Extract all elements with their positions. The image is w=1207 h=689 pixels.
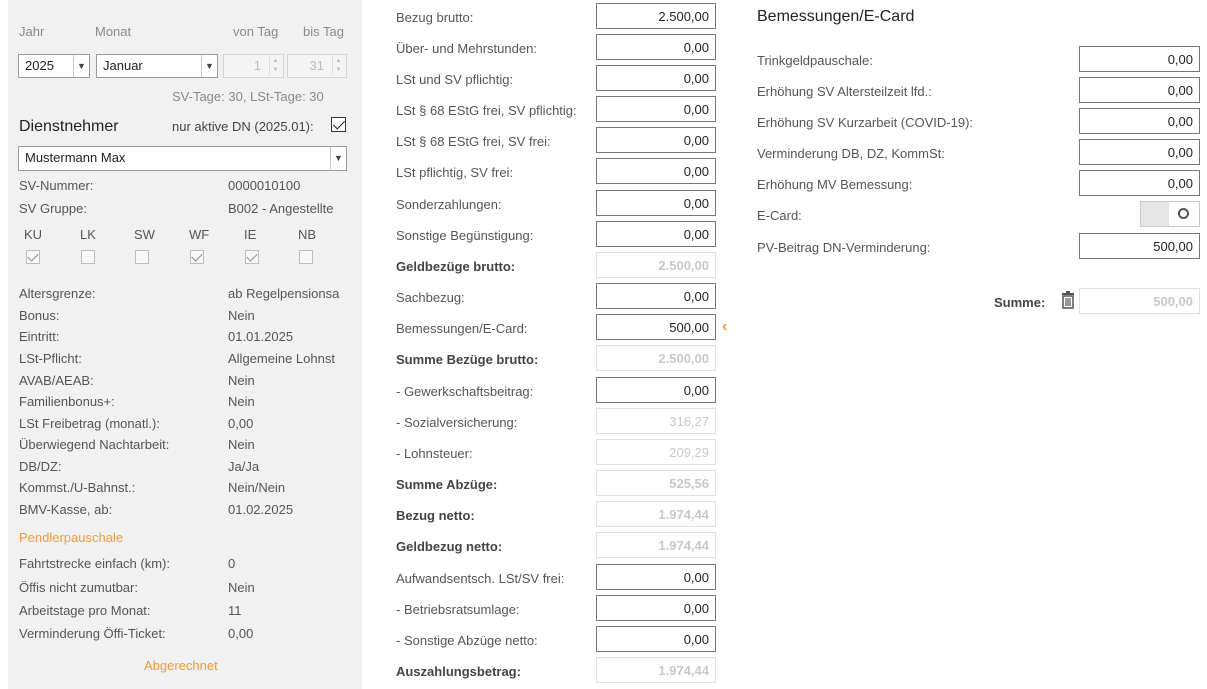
sonderzahlungen-input[interactable]: 0,00 [596, 190, 716, 216]
row-label: - Betriebsratsumlage: [396, 602, 520, 617]
info-label: BMV-Kasse, ab: [19, 502, 113, 517]
trinkgeldpauschale-input[interactable]: 0,00 [1079, 46, 1200, 72]
lohnsteuer-field: 209,29 [596, 439, 716, 465]
spinner-arrows-icon[interactable]: ▲ ▼ [269, 57, 281, 75]
row-label: Summe Bezüge brutto: [396, 352, 539, 367]
row-label: Sonderzahlungen: [396, 197, 502, 212]
auszahlungsbetrag-field: 1.974,44 [596, 657, 716, 683]
pendler-label: Öffis nicht zumutbar: [19, 580, 138, 595]
info-value: 01.01.2025 [228, 329, 294, 344]
chevron-left-icon[interactable]: ‹ [722, 318, 728, 335]
pendler-label: Arbeitstage pro Monat: [19, 603, 151, 618]
flag-label-ku: KU [24, 227, 43, 242]
bezug-netto-field: 1.974,44 [596, 501, 716, 527]
info-label: DB/DZ: [19, 459, 62, 474]
von-tag-spinner[interactable] [223, 54, 284, 78]
flag-checkbox-lk [81, 250, 95, 264]
lst68-sv-frei-input[interactable]: 0,00 [596, 127, 716, 153]
von-tag-value: 1 [253, 58, 261, 73]
row-label: Über- und Mehrstunden: [396, 41, 537, 56]
right-row-label: Trinkgeldpauschale: [757, 53, 873, 68]
right-row-label: Erhöhung MV Bemessung: [757, 177, 913, 192]
dienstnehmer-title: Dienstnehmer [19, 118, 119, 135]
info-label: Bonus: [19, 308, 60, 323]
row-label: - Sozialversicherung: [396, 415, 518, 430]
info-value: Nein [228, 394, 255, 409]
flag-checkbox-sw [135, 250, 149, 264]
pendler-value: Nein [228, 580, 255, 595]
geldbezuege-brutto-field: 2.500,00 [596, 252, 716, 278]
right-row-label: Erhöhung SV Altersteilzeit lfd.: [757, 84, 932, 99]
flag-label-nb: NB [298, 227, 317, 242]
bemessungen-title: Bemessungen/E-Card [757, 8, 915, 25]
jahr-value: 2025 [25, 58, 54, 73]
pendler-label: Fahrtstrecke einfach (km): [19, 556, 170, 571]
altersteilzeit-input[interactable]: 0,00 [1079, 77, 1200, 103]
info-label: Eintritt: [19, 329, 60, 344]
sonstige-abzuege-input[interactable]: 0,00 [596, 626, 716, 652]
summe-label: Summe: [994, 295, 1046, 310]
chevron-down-icon: ▼ [201, 55, 217, 77]
status-abgerechnet: Abgerechnet [144, 658, 218, 673]
mv-bemessung-input[interactable]: 0,00 [1079, 170, 1200, 196]
summe-field: 500,00 [1079, 288, 1200, 314]
flag-checkbox-ku [26, 250, 40, 264]
jahr-label: Jahr [19, 24, 45, 39]
tage-info: SV-Tage: 30, LSt-Tage: 30 [172, 89, 324, 104]
info-value: Nein [228, 308, 255, 323]
monat-select[interactable] [96, 54, 218, 78]
sonstige-beguenstigung-input[interactable]: 0,00 [596, 221, 716, 247]
pendler-value: 11 [228, 603, 242, 618]
bezug-brutto-input[interactable]: 2.500,00 [596, 3, 716, 29]
von-tag-label: von Tag [233, 24, 279, 39]
row-label: - Gewerkschaftsbeitrag: [396, 384, 534, 399]
row-label: Geldbezug netto: [396, 539, 503, 554]
info-value: Nein [228, 437, 255, 452]
row-label: LSt pflichtig, SV frei: [396, 165, 514, 180]
row-label: LSt und SV pflichtig: [396, 72, 514, 87]
row-label: - Sonstige Abzüge netto: [396, 633, 538, 648]
row-label: Sachbezug: [396, 290, 465, 305]
info-label: Familienbonus+: [19, 394, 115, 409]
row-label: Summe Abzüge: [396, 477, 498, 492]
info-label: LSt Freibetrag (monatl.): [19, 416, 160, 431]
info-value: Ja/Ja [228, 459, 260, 474]
lst-pflichtig-sv-frei-input[interactable]: 0,00 [596, 158, 716, 184]
toggle-track [1141, 202, 1169, 226]
right-row-label: Verminderung DB, DZ, KommSt: [757, 146, 945, 161]
pendler-value: 0 [228, 556, 236, 571]
row-label: Geldbezüge brutto: [396, 259, 516, 274]
flag-checkbox-wf [190, 250, 204, 264]
flag-checkbox-nb [299, 250, 313, 264]
pv-beitrag-label: PV-Beitrag DN-Verminderung: [757, 240, 931, 255]
sv-nummer-value: 0000010100 [228, 178, 301, 193]
row-label: Bemessungen/E-Card: [396, 321, 528, 336]
row-label: LSt § 68 EStG frei, SV frei: [396, 134, 551, 149]
aktive-dn-label: nur aktive DN (2025.01): [172, 119, 314, 134]
summe-abzuege-field: 525,56 [596, 470, 716, 496]
jahr-select[interactable] [18, 54, 90, 78]
row-label: Auszahlungsbetrag: [396, 664, 521, 679]
sv-gruppe-value: B002 - Angestellte [228, 201, 334, 216]
toggle-circle-icon [1178, 208, 1189, 219]
trash-icon[interactable] [1061, 291, 1075, 309]
row-label: - Lohnsteuer: [396, 446, 473, 461]
flag-label-lk: LK [80, 227, 96, 242]
monat-label: Monat [95, 24, 132, 39]
aufwandsentschaedigung-input[interactable]: 0,00 [596, 564, 716, 590]
row-label: LSt § 68 EStG frei, SV pflichtig: [396, 103, 577, 118]
info-label: Kommst./U-Bahnst.: [19, 480, 136, 495]
info-label: AVAB/AEAB: [19, 373, 94, 388]
summe-bezuege-brutto-field: 2.500,00 [596, 345, 716, 371]
lst-sv-pflichtig-input[interactable]: 0,00 [596, 65, 716, 91]
bis-tag-value: 31 [309, 58, 324, 73]
sachbezug-input[interactable]: 0,00 [596, 283, 716, 309]
kurzarbeit-input[interactable]: 0,00 [1079, 108, 1200, 134]
chevron-down-icon: ▼ [73, 55, 89, 77]
info-label: Altersgrenze: [19, 286, 96, 301]
row-label: Bezug brutto: [396, 10, 474, 25]
chevron-down-icon: ▼ [330, 147, 346, 169]
gewerkschaftsbeitrag-input[interactable]: 0,00 [596, 377, 716, 403]
dienstnehmer-select[interactable] [18, 146, 347, 171]
sozialversicherung-field: 316,27 [596, 408, 716, 434]
info-value: Nein [228, 373, 255, 388]
pv-beitrag-input[interactable]: 500,00 [1079, 233, 1200, 259]
info-value: 0,00 [228, 416, 254, 431]
pendlerpauschale-title[interactable]: Pendlerpauschale [19, 530, 124, 545]
verminderung-db-input[interactable]: 0,00 [1079, 139, 1200, 165]
bis-tag-label: bis Tag [303, 24, 344, 39]
spinner-arrows-icon[interactable]: ▲ ▼ [332, 57, 344, 75]
info-value: Nein/Nein [228, 480, 286, 495]
aktive-dn-checkbox[interactable] [331, 117, 346, 132]
monat-value: Januar [103, 58, 143, 73]
dienstnehmer-value: Mustermann Max [25, 150, 126, 165]
info-label: Überwiegend Nachtarbeit: [19, 437, 170, 452]
flag-label-ie: IE [244, 227, 257, 242]
row-label: Sonstige Begünstigung: [396, 228, 534, 243]
geldbezug-netto-field: 1.974,44 [596, 532, 716, 558]
sv-nummer-label: SV-Nummer: [19, 178, 94, 193]
flag-checkbox-ie [245, 250, 259, 264]
info-value: Allgemeine Lohnst [228, 351, 335, 366]
ecard-toggle[interactable] [1140, 201, 1200, 227]
betriebsratsumlage-input[interactable]: 0,00 [596, 595, 716, 621]
row-label: Aufwandsentsch. LSt/SV frei: [396, 571, 565, 586]
bemessungen-ecard-input[interactable]: 500,00 [596, 314, 716, 340]
right-row-label: Erhöhung SV Kurzarbeit (COVID-19): [757, 115, 974, 130]
info-label: LSt-Pflicht: [19, 351, 82, 366]
info-value: 01.02.2025 [228, 502, 294, 517]
ueberstunden-input[interactable]: 0,00 [596, 34, 716, 60]
ecard-label: E-Card: [757, 208, 802, 223]
lst68-sv-pflichtig-input[interactable]: 0,00 [596, 96, 716, 122]
pendler-value: 0,00 [228, 626, 254, 641]
row-label: Bezug netto: [396, 508, 475, 523]
flag-label-sw: SW [134, 227, 155, 242]
info-value: ab Regelpensionsa [228, 286, 340, 301]
pendler-label: Verminderung Öffi-Ticket: [19, 626, 166, 641]
bis-tag-spinner[interactable] [287, 54, 347, 78]
flag-label-wf: WF [189, 227, 210, 242]
sv-gruppe-label: SV Gruppe: [19, 201, 87, 216]
